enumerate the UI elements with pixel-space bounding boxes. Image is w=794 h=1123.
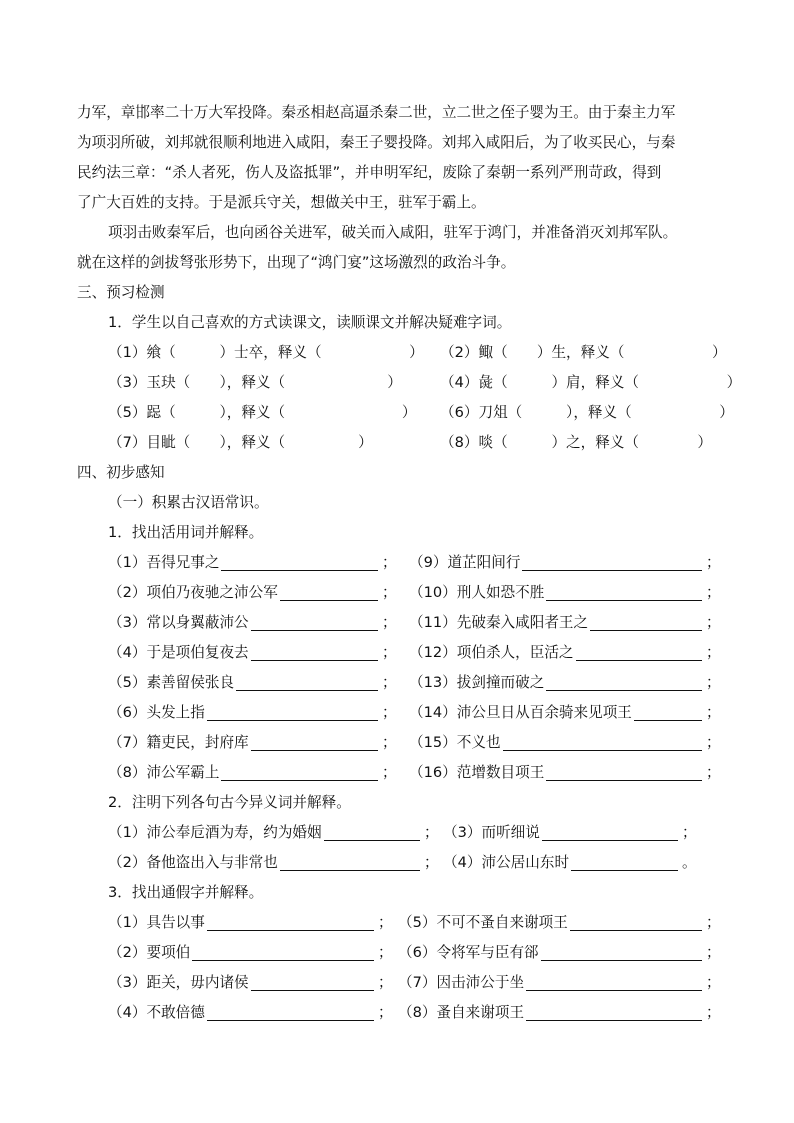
- q1-right-answer-blank-5[interactable]: [546, 676, 702, 691]
- q2-right-item-2: （4）沛公居山东时: [443, 854, 570, 871]
- q1-left-separator-5: ；: [382, 674, 397, 691]
- q3-left-item-2: （2）要项伯: [108, 944, 191, 961]
- q1-left-answer-blank-2[interactable]: [280, 586, 378, 601]
- q2-left-answer-blank-1[interactable]: [324, 826, 420, 841]
- q1-left-answer-blank-3[interactable]: [251, 616, 378, 631]
- q3-left-answer-blank-2[interactable]: [192, 946, 374, 961]
- q2-right-separator-2: 。: [682, 854, 697, 871]
- intro-line-4: 了广大百姓的支持。于是派兵守关，想做关中王，驻军于霸上。: [77, 194, 486, 211]
- question-2-title: 2．注明下列各句古今异义词并解释。: [108, 794, 351, 811]
- q2-right-answer-blank-1[interactable]: [542, 826, 678, 841]
- q1-left-item-6: （6）头发上指: [108, 704, 205, 721]
- q2-left-separator-2: ；: [424, 854, 439, 871]
- q2-left-answer-blank-2[interactable]: [280, 856, 420, 871]
- q1-left-item-2: （2）项伯乃夜驰之沛公军: [108, 584, 278, 601]
- q3-right-item-3: （7）因击沛公于坐: [398, 974, 525, 991]
- vocab-item-6: （6）刀俎（ ），释义（ ）: [440, 404, 734, 421]
- q1-right-item-4: （12）项伯杀人，臣活之: [409, 644, 574, 661]
- q1-left-separator-2: ；: [382, 584, 397, 601]
- q1-left-separator-1: ；: [382, 554, 397, 571]
- q1-right-item-6: （14）沛公旦日从百余骑来见项王: [409, 704, 632, 721]
- q1-right-separator-8: ；: [706, 764, 721, 781]
- q3-right-separator-3: ；: [706, 974, 721, 991]
- vocab-item-8: （8）啖（ ）之，释义（ ）: [440, 434, 712, 451]
- q3-right-answer-blank-4[interactable]: [526, 1006, 702, 1021]
- q3-right-item-4: （8）蚤自来谢项王: [398, 1004, 525, 1021]
- q3-left-item-3: （3）距关，毋内诸侯: [108, 974, 249, 991]
- q1-right-answer-blank-2[interactable]: [546, 586, 702, 601]
- q1-right-answer-blank-8[interactable]: [546, 766, 702, 781]
- q3-right-answer-blank-1[interactable]: [570, 916, 702, 931]
- q1-left-item-4: （4）于是项伯复夜去: [108, 644, 249, 661]
- q1-right-answer-blank-7[interactable]: [503, 736, 702, 751]
- q1-left-separator-3: ；: [382, 614, 397, 631]
- q1-right-answer-blank-1[interactable]: [522, 556, 702, 571]
- q3-left-answer-blank-1[interactable]: [207, 916, 374, 931]
- q2-left-separator-1: ；: [424, 824, 439, 841]
- q2-right-separator-1: ；: [682, 824, 697, 841]
- q3-right-answer-blank-3[interactable]: [526, 976, 702, 991]
- q3-right-separator-1: ；: [706, 914, 721, 931]
- q1-left-item-1: （1）吾得兄事之: [108, 554, 220, 571]
- q1-left-item-7: （7）籍吏民，封府库: [108, 734, 249, 751]
- q1-right-item-2: （10）刑人如恐不胜: [409, 584, 545, 601]
- q3-left-separator-3: ；: [378, 974, 393, 991]
- vocab-item-7: （7）目眦（ ），释义（ ）: [108, 434, 373, 451]
- intro2-line-2: 就在这样的剑拔弩张形势下，出现了“鸿门宴”这场激烈的政治斗争。: [77, 254, 516, 271]
- q1-right-separator-1: ；: [706, 554, 721, 571]
- q1-right-separator-5: ；: [706, 674, 721, 691]
- q1-right-answer-blank-4[interactable]: [576, 646, 702, 661]
- q3-left-answer-blank-4[interactable]: [207, 1006, 374, 1021]
- q1-left-item-3: （3）常以身翼蔽沛公: [108, 614, 249, 631]
- q1-right-item-8: （16）范增数目项王: [409, 764, 545, 781]
- question-1-title: 1．找出活用词并解释。: [108, 524, 264, 541]
- q3-left-item-1: （1）具告以事: [108, 914, 205, 931]
- q1-right-separator-6: ；: [706, 704, 721, 721]
- section-4-heading: 四、初步感知: [77, 464, 165, 481]
- q3-right-separator-2: ；: [706, 944, 721, 961]
- q1-left-separator-4: ；: [382, 644, 397, 661]
- q1-right-separator-2: ；: [706, 584, 721, 601]
- q3-left-item-4: （4）不敢倍德: [108, 1004, 205, 1021]
- q3-left-separator-1: ；: [378, 914, 393, 931]
- q1-right-separator-7: ；: [706, 734, 721, 751]
- q2-right-item-1: （3）而听细说: [443, 824, 540, 841]
- q1-right-answer-blank-6[interactable]: [634, 706, 702, 721]
- q3-left-separator-4: ；: [378, 1004, 393, 1021]
- intro-line-1: 力军，章邯率二十万大军投降。秦丞相赵高逼杀秦二世，立二世之侄子婴为王。由于秦主力军: [77, 104, 676, 121]
- q1-right-separator-3: ；: [706, 614, 721, 631]
- q1-left-separator-7: ；: [382, 734, 397, 751]
- q2-right-answer-blank-2[interactable]: [571, 856, 678, 871]
- section-3-heading: 三、预习检测: [77, 284, 165, 301]
- q3-left-separator-2: ；: [378, 944, 393, 961]
- vocab-item-4: （4）彘（ ）肩，释义（ ）: [440, 374, 742, 391]
- q1-right-item-3: （11）先破秦入咸阳者王之: [409, 614, 589, 631]
- q1-left-answer-blank-8[interactable]: [221, 766, 378, 781]
- vocab-item-2: （2）鲰（ ）生，释义（ ）: [440, 344, 727, 361]
- q1-right-item-5: （13）拔剑撞而破之: [409, 674, 545, 691]
- q3-right-separator-4: ；: [706, 1004, 721, 1021]
- q3-right-item-1: （5）不可不蚤自来谢项王: [398, 914, 568, 931]
- vocab-item-5: （5）跽（ ），释义（ ）: [108, 404, 417, 421]
- intro2-line-1: 项羽击败秦军后，也向函谷关进军，破关而入咸阳，驻军于鸿门，并准备消灭刘邦军队。: [108, 224, 678, 241]
- q1-right-item-1: （9）道芷阳间行: [409, 554, 521, 571]
- intro-line-3: 民约法三章：“杀人者死，伤人及盗抵罪”，并申明军纪，废除了秦朝一系列严刑苛政，得到: [77, 164, 662, 181]
- q1-left-answer-blank-5[interactable]: [236, 676, 378, 691]
- q3-right-answer-blank-2[interactable]: [541, 946, 702, 961]
- q1-left-answer-blank-1[interactable]: [221, 556, 378, 571]
- q1-right-answer-blank-3[interactable]: [590, 616, 702, 631]
- q1-left-answer-blank-6[interactable]: [207, 706, 378, 721]
- q1-right-item-7: （15）不义也: [409, 734, 501, 751]
- q2-left-item-1: （1）沛公奉卮酒为寿，约为婚姻: [108, 824, 322, 841]
- q1-right-separator-4: ；: [706, 644, 721, 661]
- q2-left-item-2: （2）备他盗出入与非常也: [108, 854, 278, 871]
- q3-left-answer-blank-3[interactable]: [251, 976, 374, 991]
- vocab-item-3: （3）玉玦（ ），释义（ ）: [108, 374, 402, 391]
- q1-left-item-5: （5）素善留侯张良: [108, 674, 235, 691]
- intro-line-2: 为项羽所破，刘邦就很顺利地进入咸阳，秦王子婴投降。刘邦入咸阳后，为了收买民心，与秦: [77, 134, 676, 151]
- q1-left-separator-6: ；: [382, 704, 397, 721]
- q1-left-separator-8: ；: [382, 764, 397, 781]
- section-3-item-1: 1．学生以自己喜欢的方式读课文，读顺课文并解决疑难字词。: [108, 314, 512, 331]
- vocab-item-1: （1）飨（ ）士卒，释义（ ）: [108, 344, 424, 361]
- q1-left-answer-blank-7[interactable]: [251, 736, 378, 751]
- subsection-1-heading: （一）积累古汉语常识。: [108, 494, 269, 511]
- q1-left-answer-blank-4[interactable]: [251, 646, 378, 661]
- question-3-title: 3．找出通假字并解释。: [108, 884, 264, 901]
- q1-left-item-8: （8）沛公军霸上: [108, 764, 220, 781]
- q3-right-item-2: （6）令将军与臣有郤: [398, 944, 539, 961]
